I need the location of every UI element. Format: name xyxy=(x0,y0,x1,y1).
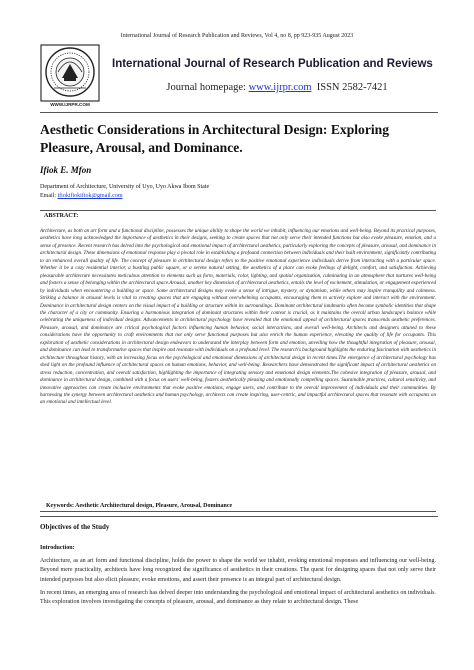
body-paragraph: Architecture, as an art form and functional discipline, holds the power to shape the world we inhabit, evoking emotional responses and influencing our well-being. Beyond mere practicality, architects have long recognized the significance of aesthetics in their creations. The quest for designing spaces that not only serve their intended purposes but also elicit pleasure, evoke emotions, and assert their presence is an integral part of architectural design. xyxy=(40,558,436,583)
keywords-divider xyxy=(40,516,438,517)
homepage-label: Journal homepage: xyxy=(166,82,249,93)
abstract-box xyxy=(40,210,436,512)
affiliation-text: Department of Architecture, University of Uyo, Uyo Akwa Ibom State xyxy=(40,184,210,190)
body-paragraph: In recent times, an emerging area of research has delved deeper into understanding the psychological and emotional impact of architectural aesthetics on individuals. This exploration involves investigating the concepts of pleasure, arousal, and dominance as they relate to architectural design. These xyxy=(40,590,436,606)
section-title: Objectives of the Study xyxy=(40,523,110,531)
masthead-divider xyxy=(40,112,438,113)
email-label: Email: xyxy=(40,193,58,199)
seal-icon xyxy=(40,44,100,110)
email-line xyxy=(40,192,430,201)
journal-title: International Journal of Research Publication and Reviews xyxy=(112,58,433,70)
keywords: Keywords: Aesthetic Architectural design, Pleasure, Arousal, Dominance xyxy=(46,503,233,509)
email-link[interactable]: ifiokifiokifiok@gmail.com xyxy=(57,193,123,199)
logo-caption: WWW.IJRPR.COM xyxy=(50,102,90,107)
journal-homepage xyxy=(112,82,442,93)
running-header: International Journal of Research Publication and Reviews, Vol 4, no 8, pp 923-935 August 2023 xyxy=(120,33,354,39)
issn: ISSN 2582-7421 xyxy=(316,82,388,93)
journal-masthead xyxy=(40,44,438,110)
abstract-text: Architecture, as both an art form and a functional discipline, possesses the unique ability to shape the world we inhabit, influencing our emotions and well-being. Beyond its practical purposes, aesthetics have long acknowledged the importance of aesthetics in their designs, seeking to create spaces that not only serve their intended functions but also evoke pleasure, emotion, and a sense of presence. Recent research has delved into the psychological and emotional impact of architectural aesthetics, particularly exploring the concepts of pleasure, arousal, and dominance in architectural design. These dimensions of emotional response play a pivotal role in establishing a profound connection between individuals and their built environment, significantly contributing to an enhanced overall quality of life. The concept of pleasure in architectural design refers to the positive emotional experience individuals derive from interacting with a particular space. Whether it be a cozy residential interior, a bustling public square, or a serene natural setting, the aesthetics of a place can evoke feelings of delight, comfort, and satisfaction. Achieving pleasurable architecture necessitates meticulous attention to elements such as form, materials, color, lighting, and spatial organization, culminating in an atmosphere that nurtures well-being and fosters a sense of belonging within the architectural space.Arousal, another key dimension of architectural aesthetics, entails the level of excitement, stimulation, or engagement experienced by individuals when encountering a building or space. Some architectural designs may evoke a sense of intrigue, mystery, or dynamism, while others may inspire tranquility and calmness. Striking a balance in arousal levels is vital to creating spaces that are engaging without overwhelming occupants, encouraging them to actively explore and interact with the environment. Dominance in architectural design centers on the visual impact of a building or structure within its surroundings. Dominant architectural landmarks often become symbolic identities that shape the character of a city or community. Ensuring a harmonious integration of dominant structures within their context is crucial, as it maintains the overall urban landscape's balance while celebrating the uniqueness of individual designs. Advancements in architectural psychology have revealed that the emotional appeal of architectural spaces transcends aesthetic preferences. Pleasure, arousal, and dominance are critical psychological factors influencing human behavior, social interactions, and overall well-being. Architects and designers attuned to these considerations have the opportunity to craft environments that not only serve functional purposes but also enrich the human experience, elevating the quality of life for occupants. This exploration of aesthetic considerations in architectural design endeavors to understand the interplay between form and emotion, unveiling how the thoughtful integration of pleasure, arousal, and dominance can lead to transformative spaces that inspire and resonate with individuals on a profound level. The research's background highlights the enduring fascination with aesthetics in architecture throughout history, with an increasing focus on the psychological and emotional dimensions of architectural design in recent times.The emergence of architectural psychology has shed light on the profound influence of architectural spaces on human emotions, behavior, and well-being. Researchers have demonstrated the significant impact of architectural aesthetics on stress reduction, concentration, and overall satisfaction, highlighting the importance of integrating sensory and emotional design elements.The cohesive integration of pleasure, arousal, and dominance in architectural design, combined with a focus on users' well-being, fosters aesthetically pleasing and emotionally compelling spaces. Sustainable practices, cultural sensitivity, and innovative approaches can create inclusive environments that evoke positive emotions, engage users, and contribute to the overall improvement of individuals and their communities. By harnessing the synergy between architectural aesthetics and human psychology, architects can create inspiring, user-centric, and impactful architectural spaces that resonate with occupants on an emotional and intellectual level. xyxy=(40,228,436,406)
paper-title: Aesthetic Considerations in Architectural Design: Exploring Pleasure, Arousal, and Dominance. xyxy=(40,122,390,155)
author-name: Ifiok E. Mfon xyxy=(40,165,92,175)
abstract-label: ABSTRACT: xyxy=(44,213,79,219)
homepage-link[interactable]: www.ijrpr.com xyxy=(248,82,312,93)
author-affiliation xyxy=(40,183,430,201)
journal-logo xyxy=(40,44,100,110)
subsection-title: Introduction: xyxy=(40,545,75,551)
